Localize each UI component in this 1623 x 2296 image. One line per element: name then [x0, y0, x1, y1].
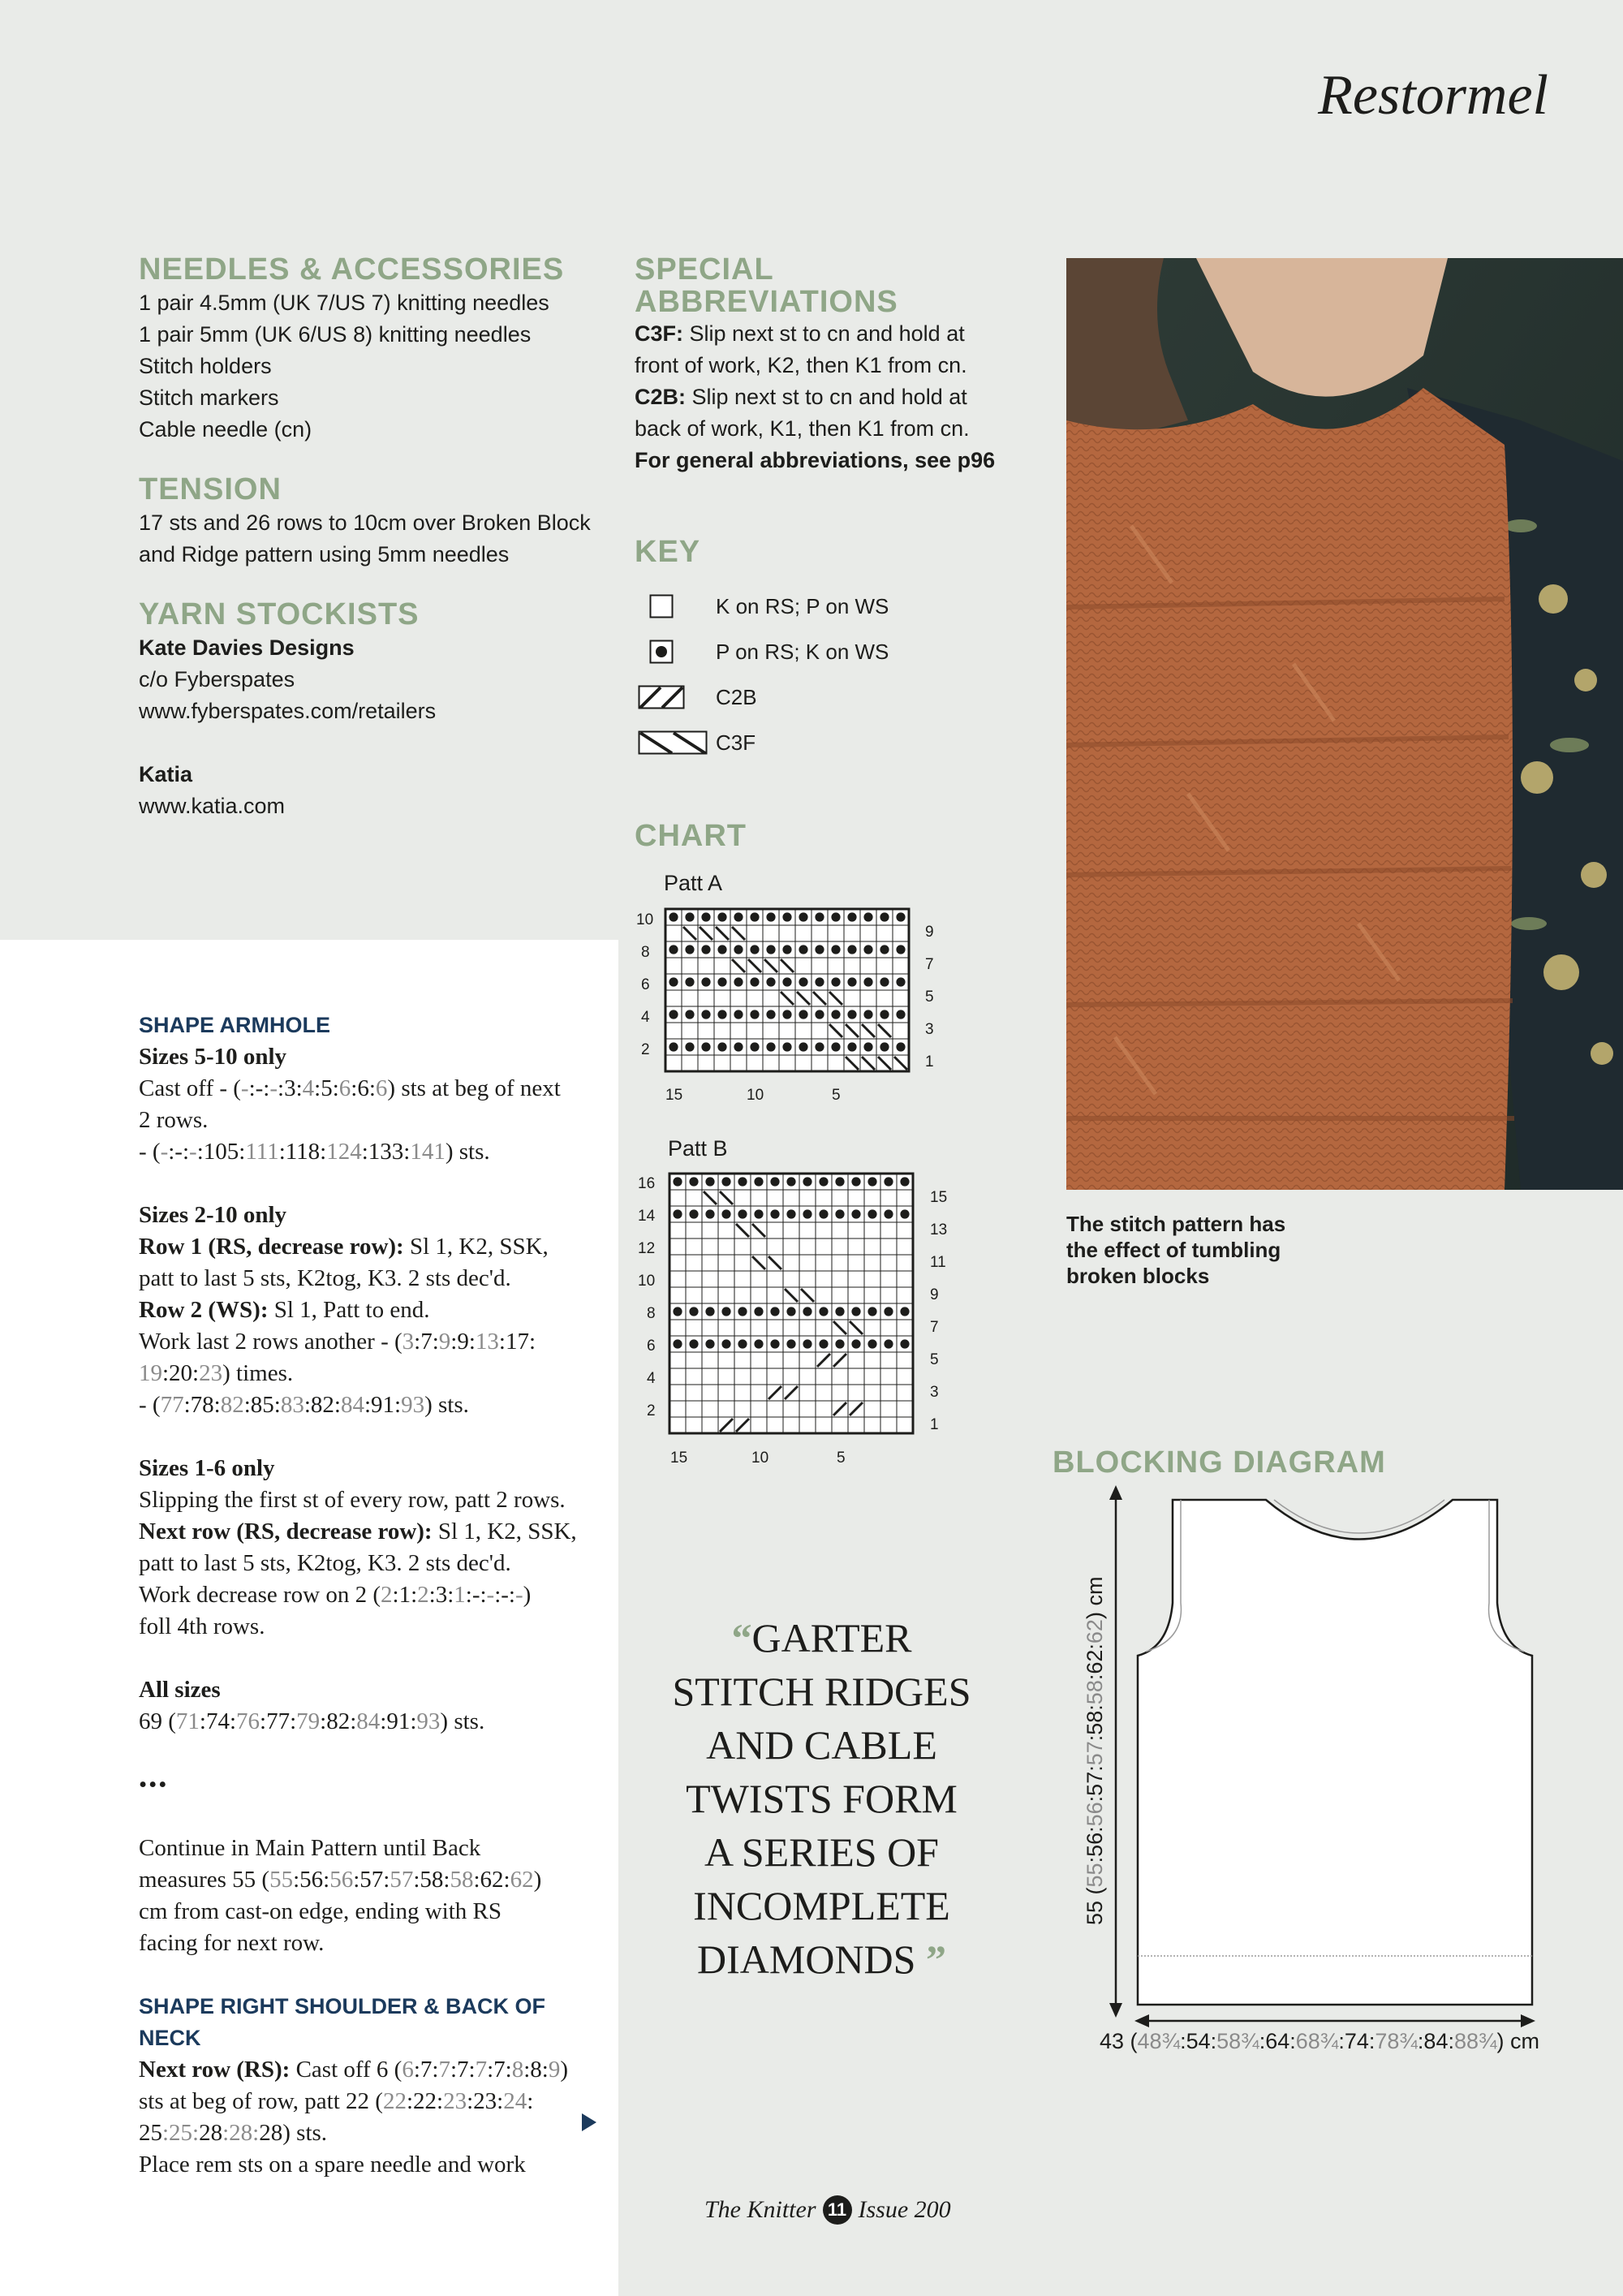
row-number: 2 — [641, 1041, 650, 1058]
row-number: 5 — [930, 1351, 939, 1368]
needles-item: 1 pair 5mm (UK 6/US 8) knitting needles — [139, 322, 532, 347]
instruction-line: sts at beg of row, patt 22 (22:22:23:23:24: — [139, 2088, 534, 2114]
tension-text: 17 sts and 26 rows to 10cm over Broken Block — [139, 510, 591, 535]
patt-a-label: Patt A — [664, 871, 723, 895]
instruction-line: Continue in Main Pattern until Back — [139, 1835, 481, 1861]
key-item-c2b — [638, 683, 757, 711]
patt-a-chart — [664, 907, 914, 1074]
row-number: 8 — [641, 944, 650, 961]
instruction-line: measures 55 (55:56:56:57:57:58:58:62:62) — [139, 1867, 542, 1893]
dot-square-icon — [638, 638, 685, 666]
instruction-line: Place rem sts on a spare needle and work — [139, 2152, 526, 2178]
abbrev-c2b-cont: back of work, K1, then K1 from cn. — [635, 416, 970, 441]
open-quote-icon: “ — [731, 1615, 752, 1661]
row-number: 1 — [930, 1416, 939, 1433]
row-number: 16 — [638, 1175, 656, 1192]
key-label: P on RS; K on WS — [716, 639, 889, 664]
model-photo — [1066, 258, 1623, 1190]
tension-section — [139, 473, 609, 571]
instruction-line: 19:20:23) times. — [139, 1360, 294, 1386]
blocking-width-label: 43 (48¾:54:58¾:64:68¾:74:78¾:84:88¾) cm — [1100, 2029, 1540, 2053]
needles-item: Cable needle (cn) — [139, 417, 312, 442]
instruction-line: Next row (RS, decrease row): Sl 1, K2, SSK, — [139, 1518, 577, 1544]
needles-item: 1 pair 4.5mm (UK 7/US 7) knitting needles — [139, 291, 549, 315]
general-abbrev-note: For general abbreviations, see p96 — [635, 448, 996, 472]
stockist-url: www.katia.com — [139, 794, 286, 818]
instruction-line: 25:25:28:28:28) sts. — [139, 2120, 328, 2146]
tension-heading: TENSION — [139, 472, 282, 506]
size-heading: Sizes 5-10 only — [139, 1044, 287, 1070]
shape-armhole-heading: SHAPE ARMHOLE — [139, 1013, 331, 1037]
quote-line: A SERIES OF — [704, 1829, 939, 1875]
quote-line: DIAMONDS ” — [697, 1936, 946, 1982]
key-item-purl — [638, 638, 889, 666]
stockist-address: c/o Fyberspates — [139, 667, 295, 691]
key-label: K on RS; P on WS — [716, 593, 889, 618]
col-number: 10 — [747, 1087, 764, 1104]
instruction-line: 2 rows. — [139, 1107, 209, 1133]
yarn-section — [139, 598, 593, 822]
needles-section — [139, 253, 593, 446]
instruction-line: - (77:78:82:85:83:82:84:91:93) sts. — [139, 1392, 469, 1418]
page-footer — [704, 2195, 951, 2225]
row-number: 6 — [647, 1338, 656, 1355]
blocking-heading: BLOCKING DIAGRAM — [1053, 1445, 1386, 1480]
instruction-line: patt to last 5 sts, K2tog, K3. 2 sts dec'd. — [139, 1550, 511, 1576]
key-label: C3F — [716, 730, 756, 755]
instructions — [139, 1010, 609, 2181]
row-number: 4 — [641, 1009, 650, 1026]
continue-arrow-icon — [582, 2113, 596, 2131]
needles-item: Stitch holders — [139, 354, 272, 378]
abbrev-c2b: C2B: Slip next st to cn and hold at — [635, 385, 967, 409]
instruction-line: Row 2 (WS): Sl 1, Patt to end. — [139, 1297, 430, 1323]
row-number: 7 — [925, 956, 934, 973]
instruction-line: Work last 2 rows another - (3:7:9:9:13:17: — [139, 1329, 536, 1355]
empty-square-icon — [638, 592, 685, 620]
row-number: 2 — [647, 1402, 656, 1419]
row-number: 6 — [641, 976, 650, 993]
row-number: 1 — [925, 1053, 934, 1070]
page-number: 11 — [823, 2195, 852, 2225]
c2b-cable-icon — [638, 683, 685, 711]
quote-line: “GARTER — [731, 1615, 912, 1661]
col-number: 15 — [665, 1087, 683, 1104]
page-title: Restormel — [1318, 64, 1548, 127]
instruction-line: - (-:-:-:105:111:118:124:133:141) sts. — [139, 1139, 490, 1165]
col-number: 10 — [751, 1450, 769, 1467]
blocking-diagram — [1079, 1485, 1582, 2029]
instruction-line: 69 (71:74:76:77:79:82:84:91:93) sts. — [139, 1708, 485, 1734]
row-number: 9 — [930, 1286, 939, 1303]
blocking-length-label: 55 (55:56:56:57:57:58:58:62:62) cm — [1083, 1576, 1107, 1925]
quote-line: STITCH RIDGES — [672, 1669, 971, 1714]
magazine-name: The Knitter — [704, 2196, 816, 2223]
row-number: 13 — [930, 1221, 948, 1238]
size-heading: All sizes — [139, 1677, 221, 1703]
instruction-line: cm from cast-on edge, ending with RS — [139, 1898, 502, 1924]
yarn-heading: YARN STOCKISTS — [139, 597, 420, 631]
size-heading: Sizes 2-10 only — [139, 1202, 287, 1228]
key-item-c3f — [638, 729, 756, 756]
col-number: 15 — [670, 1450, 688, 1467]
row-number: 5 — [925, 989, 934, 1006]
c3f-cable-icon — [638, 729, 708, 756]
stockist-url: www.fyberspates.com/retailers — [139, 699, 437, 723]
row-number: 10 — [638, 1273, 656, 1290]
instruction-line: Work decrease row on 2 (2:1:2:3:1:-:-:-:-) — [139, 1582, 532, 1608]
instruction-line: facing for next row. — [139, 1930, 325, 1956]
quote-line: INCOMPLETE — [693, 1883, 950, 1928]
key-item-knit — [638, 592, 889, 620]
shape-shoulder-heading: SHAPE RIGHT SHOULDER & BACK OF NECK — [139, 1994, 546, 2050]
row-number: 9 — [925, 924, 934, 941]
instruction-line: Slipping the first st of every row, patt 2 rows. — [139, 1487, 566, 1513]
section-divider-dots: ••• — [139, 1772, 169, 1798]
sweater-photo-illustration — [1066, 258, 1623, 1190]
stockist-name: Katia — [139, 762, 193, 786]
patt-b-label: Patt B — [668, 1136, 728, 1161]
pull-quote — [641, 1611, 1002, 1986]
row-number: 11 — [930, 1254, 946, 1271]
special-heading-line2: ABBREVIATIONS — [635, 285, 898, 319]
needles-item: Stitch markers — [139, 386, 279, 410]
tension-text: and Ridge pattern using 5mm needles — [139, 542, 510, 566]
size-heading: Sizes 1-6 only — [139, 1455, 275, 1481]
row-number: 15 — [930, 1189, 948, 1206]
instruction-line: Cast off - (-:-:-:3:4:5:6:6:6) sts at beg of next — [139, 1075, 561, 1101]
instruction-line: patt to last 5 sts, K2tog, K3. 2 sts dec'd. — [139, 1265, 511, 1291]
row-number: 4 — [647, 1370, 656, 1387]
row-number: 3 — [930, 1384, 939, 1401]
chart-heading: CHART — [635, 819, 747, 853]
special-abbreviations-section — [635, 253, 1057, 476]
issue-number: Issue 200 — [858, 2196, 951, 2223]
key-label: C2B — [716, 684, 757, 709]
quote-line: TWISTS FORM — [686, 1776, 958, 1821]
col-number: 5 — [837, 1450, 846, 1467]
stockist-name: Kate Davies Designs — [139, 635, 355, 660]
needles-heading: NEEDLES & ACCESSORIES — [139, 252, 565, 286]
instruction-line: foll 4th rows. — [139, 1613, 265, 1639]
row-number: 7 — [930, 1319, 939, 1336]
special-heading-line1: SPECIAL — [635, 252, 774, 286]
patt-b-chart — [668, 1172, 918, 1438]
abbrev-c3f-cont: front of work, K2, then K1 from cn. — [635, 353, 967, 377]
row-number: 8 — [647, 1305, 656, 1322]
col-number: 5 — [832, 1087, 841, 1104]
instruction-line: Next row (RS): Cast off 6 (6:7:7:7:7:7:8:8:9) — [139, 2057, 568, 2083]
row-number: 14 — [638, 1208, 656, 1225]
abbrev-c3f: C3F: Slip next st to cn and hold at — [635, 321, 965, 346]
row-number: 3 — [925, 1021, 934, 1038]
quote-line: AND CABLE — [706, 1722, 937, 1768]
row-number: 12 — [638, 1240, 656, 1257]
photo-caption: The stitch pattern has the effect of tumbling broken blocks — [1066, 1212, 1286, 1288]
row-number: 10 — [636, 911, 654, 928]
instruction-line: Row 1 (RS, decrease row): Sl 1, K2, SSK, — [139, 1234, 549, 1260]
close-quote-icon: ” — [925, 1936, 946, 1982]
key-heading: KEY — [635, 535, 701, 569]
